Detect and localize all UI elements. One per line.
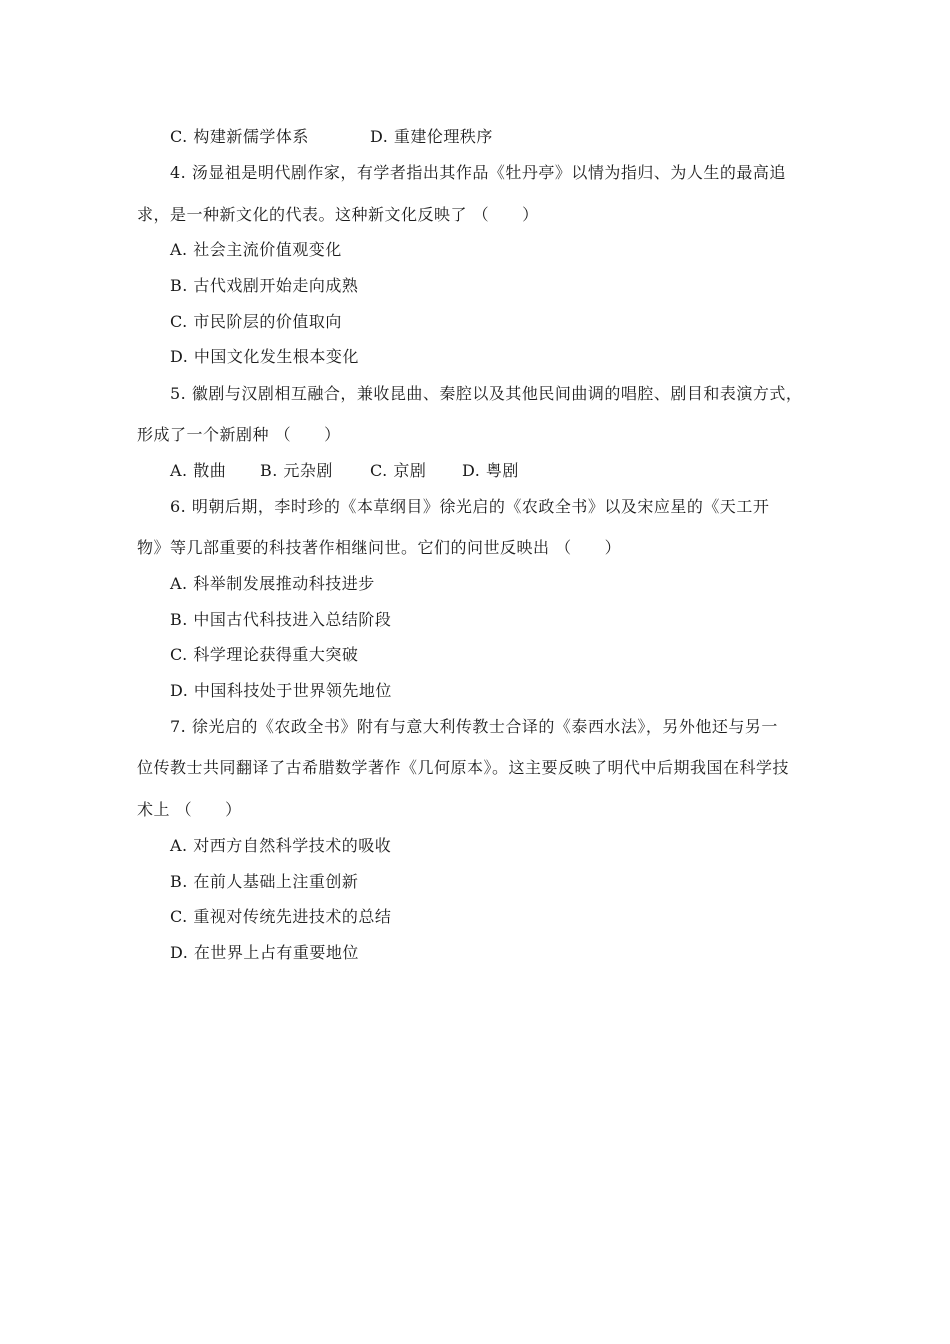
q6-stem-line2: 物》等几部重要的科技著作相继问世。它们的问世反映出 （ ） xyxy=(137,538,622,557)
q7-option-c: C. 重视对传统先进技术的总结 xyxy=(170,907,392,926)
q5-option-a: A. 散曲 xyxy=(170,461,227,480)
q4-option-b: B. 古代戏剧开始走向成熟 xyxy=(170,276,359,295)
q3-options-row xyxy=(170,127,870,147)
q6-option-d: D. 中国科技处于世界领先地位 xyxy=(170,681,392,700)
q5-option-c: C. 京剧 xyxy=(370,461,427,480)
q4-option-a: A. 社会主流价值观变化 xyxy=(170,240,342,259)
q4-stem-line2: 求，是一种新文化的代表。这种新文化反映了 （ ） xyxy=(137,205,539,224)
q3-option-d: D. 重建伦理秩序 xyxy=(370,127,493,146)
q5-stem-line2: 形成了一个新剧种 （ ） xyxy=(137,425,341,444)
q5-option-b: B. 元杂剧 xyxy=(260,461,333,480)
q6-option-b: B. 中国古代科技进入总结阶段 xyxy=(170,610,392,629)
q5-option-d: D. 粤剧 xyxy=(462,461,519,480)
q7-stem-line1: 7. 徐光启的《农政全书》附有与意大利传教士合译的《泰西水法》，另外他还与另一 xyxy=(170,717,778,736)
q7-stem-line2: 位传教士共同翻译了古希腊数学著作《几何原本》。这主要反映了明代中后期我国在科学技 xyxy=(137,758,790,777)
q6-option-c: C. 科学理论获得重大突破 xyxy=(170,645,359,664)
q5-options-row xyxy=(170,461,670,481)
q7-option-a: A. 对西方自然科学技术的吸收 xyxy=(170,836,392,855)
q6-option-a: A. 科举制发展推动科技进步 xyxy=(170,574,375,593)
q4-option-d: D. 中国文化发生根本变化 xyxy=(170,347,359,366)
q7-option-b: B. 在前人基础上注重创新 xyxy=(170,872,359,891)
q7-option-d: D. 在世界上占有重要地位 xyxy=(170,943,359,962)
q7-stem-line3: 术上 （ ） xyxy=(137,800,242,819)
q5-stem-line1: 5. 徽剧与汉剧相互融合，兼收昆曲、秦腔以及其他民间曲调的唱腔、剧目和表演方式， xyxy=(170,384,803,403)
q4-stem-line1: 4. 汤显祖是明代剧作家，有学者指出其作品《牡丹亭》以情为指归、为人生的最高追 xyxy=(170,163,786,182)
q3-option-c: C. 构建新儒学体系 xyxy=(170,127,309,146)
q4-option-c: C. 市民阶层的价值取向 xyxy=(170,312,342,331)
q6-stem-line1: 6. 明朝后期，李时珍的《本草纲目》徐光启的《农政全书》以及宋应星的《天工开 xyxy=(170,497,770,516)
